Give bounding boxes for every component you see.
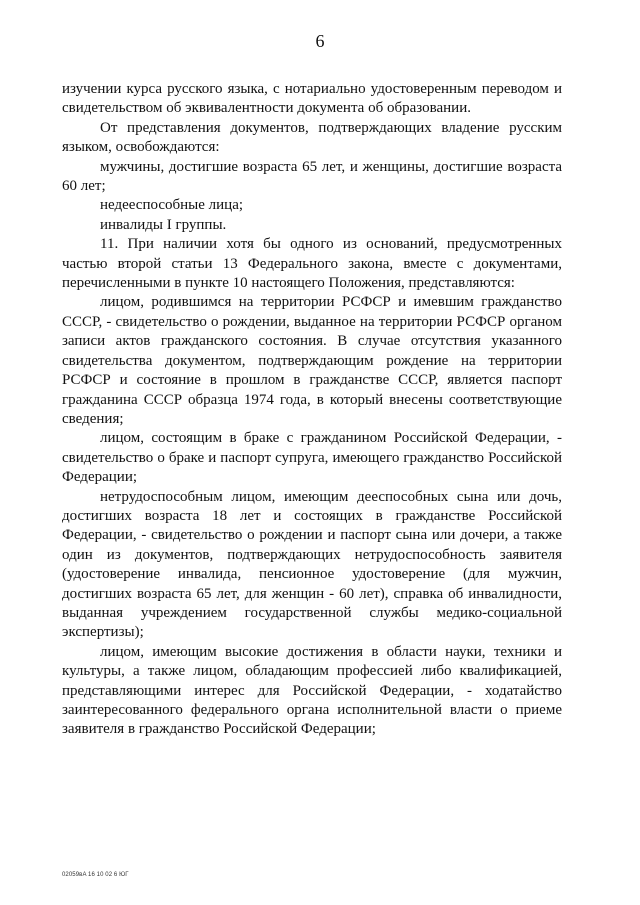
paragraph: нетрудоспособным лицом, имеющим дееспособных сына или дочь, достигших возраста 18 лет и состоящих в гражданстве Российской Федерации, - свидетельство о рождении и паспорт сына или дочери, а также один из документов, подтверждающих нетрудоспособность заявителя (удостоверение инвалида, пенсионное удостоверение (для мужчин, достигших возраста 65 лет, для женщин - 60 лет), справка об инвалидности, выданная учреждением государственной службы медико-социальной экспертизы);	[62, 488, 562, 641]
page-number: 6	[315, 31, 325, 51]
paragraph: 11. При наличии хотя бы одного из оснований, предусмотренных частью второй статьи 13 Федерального закона, вместе с документами, перечисленными в пункте 10 настоящего Положения, представляются:	[62, 236, 562, 292]
paragraph: лицом, состоящим в браке с гражданином Российской Федерации, - свидетельство о браке и паспорт супруга, имеющего гражданство Российской Федерации;	[62, 430, 562, 486]
paragraph: От представления документов, подтверждающих владение русским языком, освобождаются:	[62, 119, 562, 156]
paragraph: лицом, имеющим высокие достижения в области науки, техники и культуры, а также лицом, обладающим профессией либо квалификацией, представляющими интерес для Российской Федерации, - ходатайство заинтересованного федерального органа исполнительной власти о приеме заявителя в гражданство Российской Федерации;	[62, 643, 562, 738]
paragraph: мужчины, достигшие возраста 65 лет, и женщины, достигшие возраста 60 лет;	[62, 158, 562, 195]
paragraph: лицом, родившимся на территории РСФСР и имевшим гражданство СССР, - свидетельство о рождении, выданное на территории РСФСР органом записи актов гражданского состояния. В случае отсутствия указанного свидетельства документом, подтверждающим рождение на территории РСФСР и состояние в прошлом в гражданстве СССР, является паспорт гражданина СССР образца 1974 года, в который внесены соответствующие сведения;	[62, 294, 562, 427]
paragraph: недееспособные лица;	[100, 197, 244, 214]
paragraph: изучении курса русского языка, с нотариально удостоверенным переводом и свидетельством об эквивалентности документа об образовании.	[62, 81, 562, 117]
document-body	[62, 80, 562, 740]
footer-code: 02059вA 16 10 02 6 ЮГ	[62, 872, 129, 878]
paragraph: инвалиды I группы.	[100, 216, 227, 233]
